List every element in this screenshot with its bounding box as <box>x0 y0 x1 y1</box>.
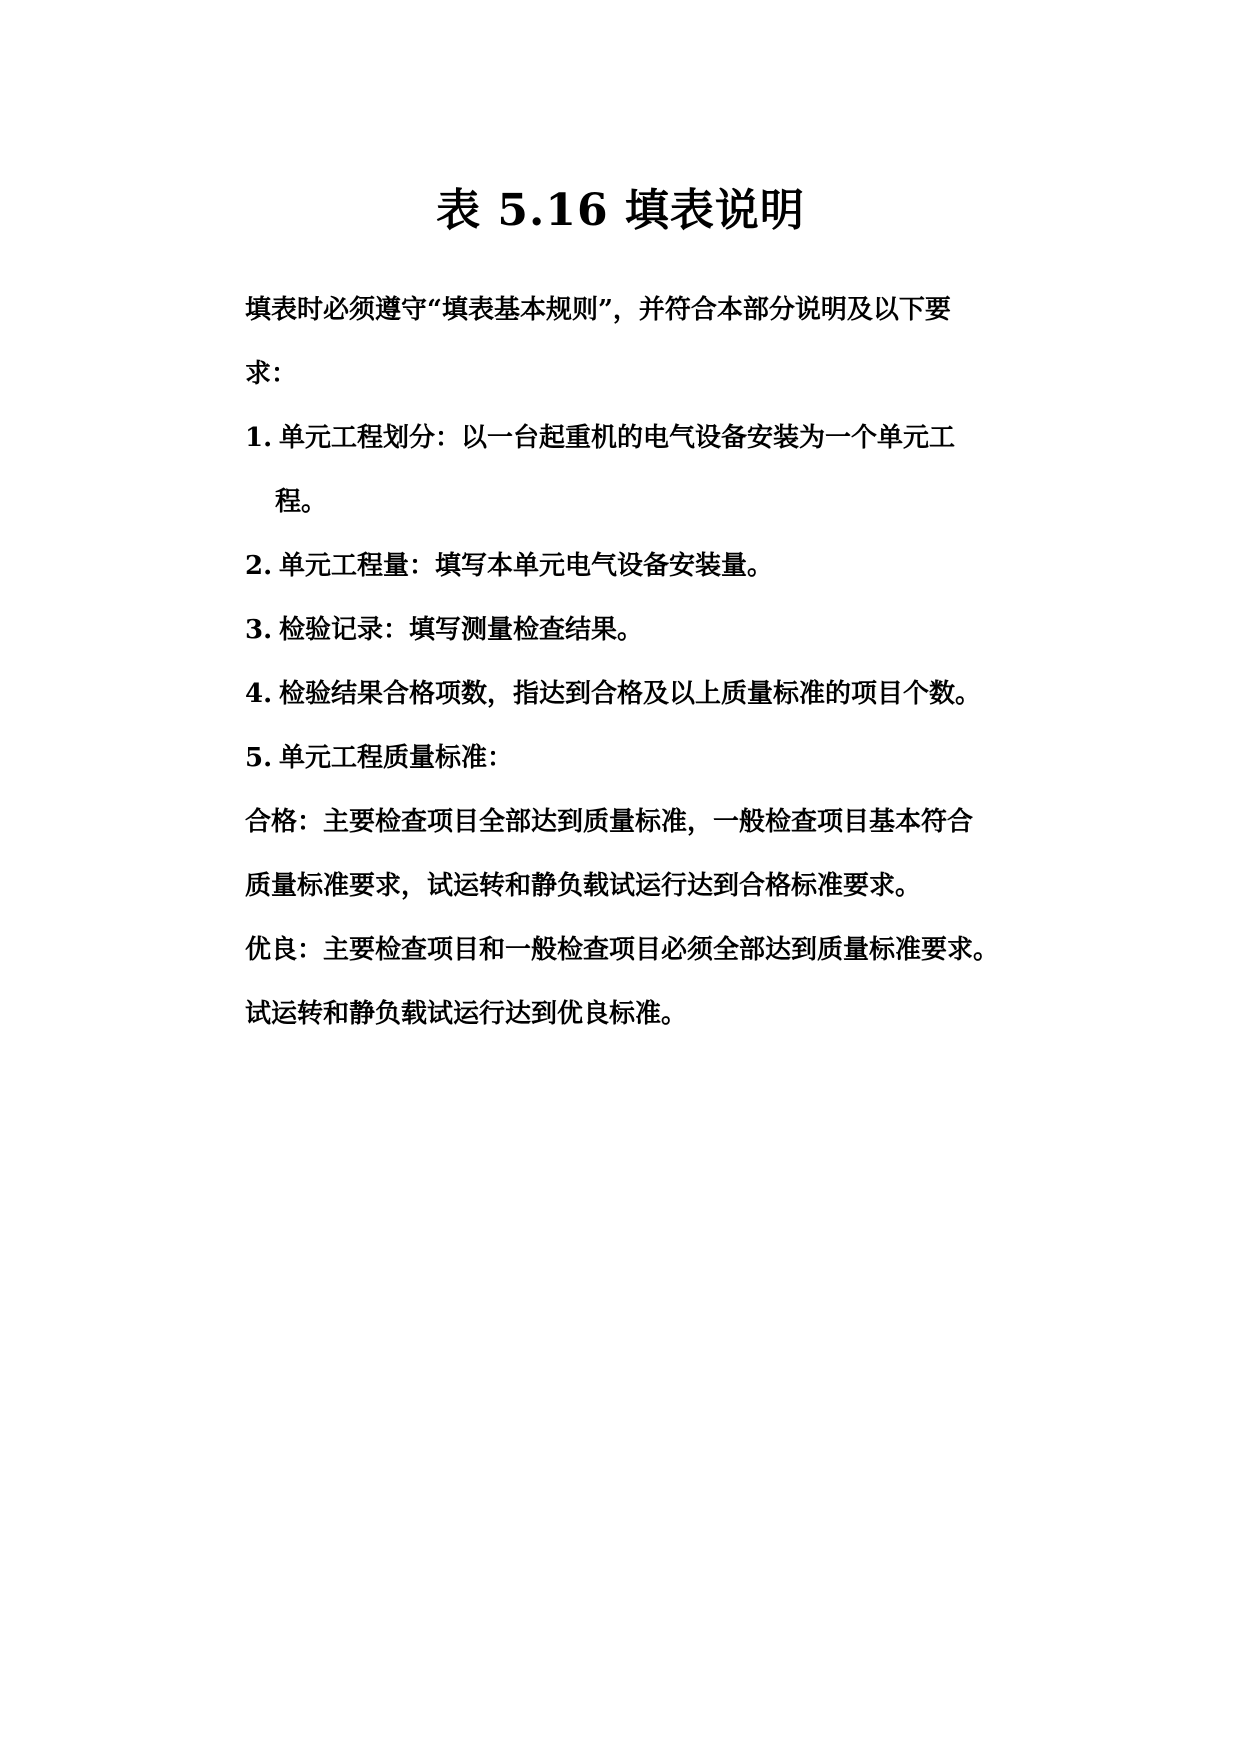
list-item-number: 3. <box>245 615 273 645</box>
list-item-text <box>279 406 1065 470</box>
list-item-number: 2. <box>245 551 273 581</box>
page-title: 表 5.16 填表说明 <box>436 185 805 237</box>
list-item-text: 检验结果合格项数，指达到合格及以上质量标准的项目个数。 <box>279 679 982 709</box>
list-item-number: 5. <box>245 743 273 773</box>
list-item-line-1: 单元工程划分：以一台起重机的电气设备安装为一个单元工 <box>279 423 956 453</box>
list-item-number: 1. <box>245 423 273 453</box>
list-item-text: 单元工程质量标准： <box>279 743 514 773</box>
list-item-4 <box>245 662 1065 726</box>
qualified-standard-line-2: 质量标准要求，试运转和静负载试运行达到合格标准要求。 <box>245 871 922 901</box>
list-item-number: 4. <box>245 679 273 709</box>
intro-line-2: 求： <box>245 359 298 389</box>
excellent-standard-line-2: 试运转和静负载试运行达到优良标准。 <box>245 999 688 1029</box>
excellent-standard-line-1: 优良：主要检查项目和一般检查项目必须全部达到质量标准要求。 <box>245 935 1000 965</box>
qualified-standard-line-1: 合格：主要检查项目全部达到质量标准，一般检查项目基本符合 <box>245 807 974 837</box>
list-item-1 <box>245 406 1065 470</box>
list-item-1-continuation: 程。 <box>275 487 328 517</box>
list-item-3 <box>245 598 1065 662</box>
list-item-5 <box>245 726 1065 790</box>
instructions-body <box>245 278 1065 1046</box>
list-item-text: 检验记录：填写测量检查结果。 <box>279 615 644 645</box>
intro-line-1: 填表时必须遵守“填表基本规则”，并符合本部分说明及以下要 <box>245 295 951 325</box>
list-item-text: 单元工程量：填写本单元电气设备安装量。 <box>279 551 774 581</box>
list-item-2 <box>245 534 1065 598</box>
